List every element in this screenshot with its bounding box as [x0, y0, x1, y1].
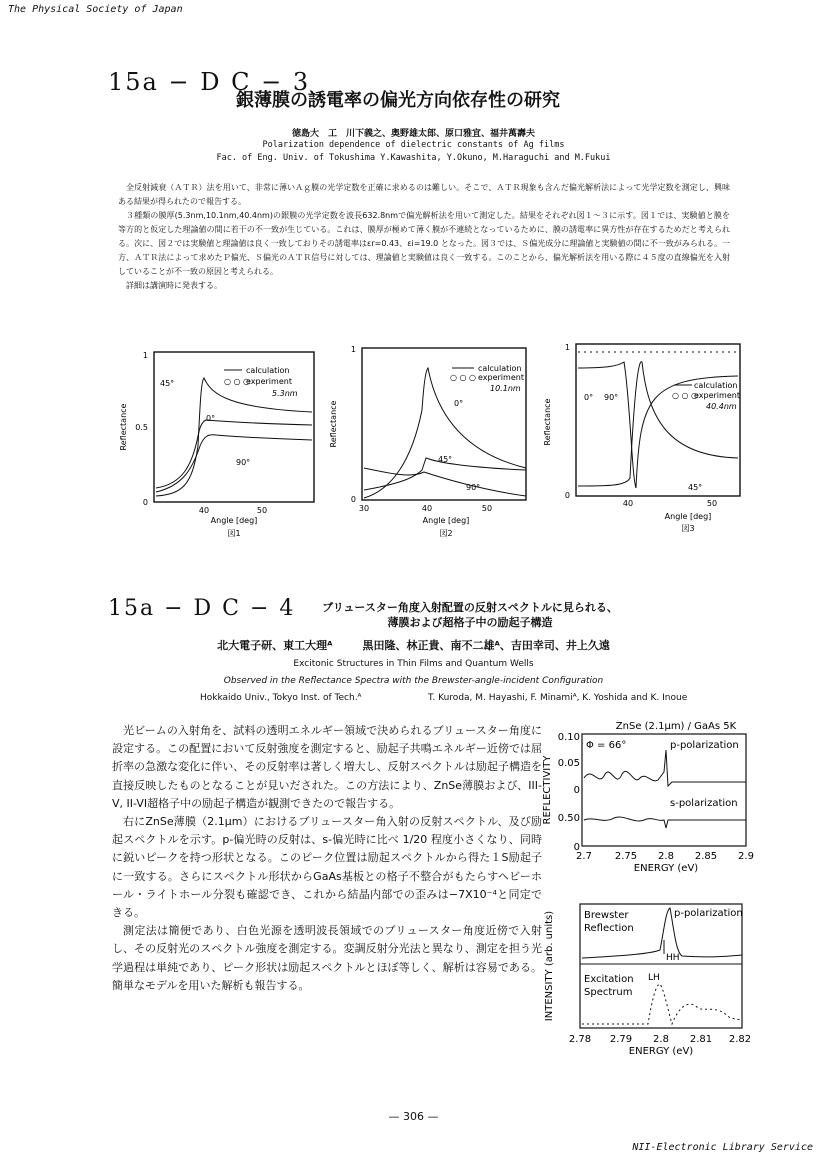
fig2-curve-45 [364, 458, 526, 490]
paper1-authors-jp: 徳島大 工 川下義之、奥野雄太郎、原口雅宜、福井萬壽夫 [291, 129, 535, 139]
fig3-label-90: 90° [604, 393, 619, 402]
fig1-ytick-0: 0 [142, 498, 148, 507]
fig2-xtick-50: 50 [481, 504, 493, 513]
fig1-label-45: 45° [160, 379, 175, 388]
refl-p-label: p-polarization [670, 740, 739, 751]
fig3-legend-dots: ○ ○ ○ [672, 391, 699, 400]
fig2-label-0: 0° [454, 399, 464, 408]
refl-s-curve [584, 817, 746, 828]
refl-ytick-0a: 0 [573, 785, 580, 796]
fig2-xtick-30: 30 [358, 504, 370, 513]
fig2-caption: 図2 [439, 529, 453, 538]
fig1-legend-exp: experiment [246, 377, 292, 386]
paper2-title-line2: 薄膜および超格子中の励起子構造 [387, 616, 553, 629]
paper1-title-en: Polarization dependence of dielectric constants of Ag films [262, 140, 565, 150]
refl-ytick-050: 0.50 [557, 813, 580, 824]
refl-xlabel: ENERGY (eV) [633, 863, 699, 874]
fig3-legend-calc: calculation [694, 381, 738, 390]
body-paragraph: 光ビームの入射角を、試料の透明エネルギー領域で決められるブリュースター角度に設定する。この配置において反射強度を測定すると、励起子共鳴エネルギー近傍では屈折率の急激な変化に伴い、その反射率は著しく増大し、反射スペクトルは励起子構造を直接反映したものとなることが見いだされた。この方法により、ZnSe薄膜および、III-V, II-VI超格子中の励起子構造が観測できたので報告する。 [112, 724, 542, 810]
fig1-legend-calc: calculation [246, 366, 290, 375]
refl-xtick-28: 2.8 [658, 851, 674, 862]
fig3-thickness: 40.4nm [706, 402, 737, 411]
paper2-affiliation-jp: 北大電子研、東工大理ᴬ [217, 639, 333, 652]
library-footer: NII-Electronic Library Service [632, 1142, 813, 1153]
paper2-body [112, 722, 542, 995]
fig2-thickness: 10.1nm [490, 384, 521, 393]
intensity-xlabel: ENERGY (eV) [628, 1046, 694, 1057]
fig1-xlabel: Angle [deg] [210, 516, 258, 525]
figure-3-frame [576, 344, 740, 496]
fig1-ylabel: Reflectance [119, 403, 128, 451]
fig1-curve-90 [156, 435, 312, 492]
refl-p-curve [584, 750, 746, 786]
fig3-ytick-1: 1 [564, 343, 570, 352]
intensity-xtick-282: 2.82 [728, 1034, 752, 1045]
paper1-title: 銀薄膜の誘電率の偏光方向依存性の研究 [236, 90, 560, 111]
paper2-title-en-2: Observed in the Reflectance Spectra with the Brewster-angle-incident Configuration [223, 676, 604, 686]
intensity-figure [540, 900, 750, 1060]
fig1-caption: 図1 [227, 529, 241, 538]
fig3-label-0: 0° [584, 393, 594, 402]
fig2-legend-exp: experiment [478, 373, 524, 382]
paper1-abstract [118, 181, 730, 293]
refl-xtick-275: 2.75 [614, 851, 638, 862]
abstract-paragraph: 全反射減衰（ＡＴＲ）法を用いて、非常に薄いＡｇ膜の光学定数を正確に求めるのは難しい。そこで、ＡＴＲ現象も含んだ偏光解析法によって光学定数を測定し、興味ある結果が得られたので報告する。 [118, 183, 731, 206]
paper2-authors-jp-row [0, 637, 827, 653]
fig1-thickness: 5.3nm [272, 389, 298, 398]
refl-ylabel: REFLECTIVITY [542, 755, 553, 825]
paper2-affiliation-en: Hokkaido Univ., Tokyo Inst. of Tech.ᴬ [200, 693, 362, 703]
fig1-ytick-05: 0.5 [135, 423, 148, 432]
abstract-paragraph: ３種類の膜厚(5.3nm,10.1nm,40.4nm)の銀膜の光学定数を波長632.8nmで偏光解析法を用いて測定した。結果をそれぞれ図１～３に示す。図１では、実験値と膜を等方的と仮定した理論値の間に若干の不一致が生じている。これは、膜厚が極めて薄く膜が不連続となっているために、膜の誘電率に異方性が存在するためだと考えられる。次に、図２では実験値と理論値は良く一致しておりその誘電率はεr=0.43、εi=19.0 となった。図３では、Ｓ偏光成分に理論値と実験値の間に不一致がみられる。一方、ＡＴＲ法によって求めたＰ偏光、Ｓ偏光のＡＴＲ信号に対しては、理論値と実験値は良く一致する。このことから、偏光解析法を用いる際に４５度の直線偏光を入射していることが不一致の原因と考えられる。 [118, 211, 730, 276]
refl-xtick-27: 2.7 [576, 851, 592, 862]
paper2-title-line1: ブリュースター角度入射配置の反射スペクトルに見られる、 [322, 601, 618, 614]
refl-title: ZnSe (2.1μm) / GaAs 5K [615, 721, 737, 732]
figure-2 [329, 340, 538, 542]
fig3-ytick-0: 0 [564, 491, 570, 500]
intensity-xtick-278: 2.78 [568, 1034, 592, 1045]
fig2-ylabel: Reflectance [329, 400, 338, 448]
refl-xtick-285: 2.85 [694, 851, 718, 862]
fig3-legend-exp: experiment [694, 391, 740, 400]
fig1-label-90: 90° [236, 458, 251, 467]
body-paragraph: 測定法は簡便であり、白色光源を透明波長領域でのブリュースター角度近傍で入射し、その反射光のスペクトル強度を測定する。変調反射分光法と異なり、測定を担う光学過程は単純であり、ピーク形状は励起スペクトルとほぼ等しく、解析は容易である。簡単なモデルを用いた解析も報告する。 [112, 924, 542, 992]
refl-ytick-010: 0.10 [557, 732, 580, 743]
fig3-caption: 図3 [681, 524, 695, 533]
intensity-exc-1: Excitation [584, 974, 634, 985]
fig1-ytick-1: 1 [142, 351, 148, 360]
intensity-lh: LH [648, 973, 660, 983]
fig2-label-90: 90° [466, 483, 481, 492]
fig3-xtick-50: 50 [706, 499, 718, 508]
paper2-authors-jp: 黒田隆、林正貴、南不二雄ᴬ、吉田幸司、井上久遠 [362, 639, 610, 652]
paper2-number: 15a − D C − 4 [108, 596, 296, 621]
journal-header: The Physical Society of Japan [8, 4, 183, 15]
figure-1 [112, 346, 322, 542]
fig2-xlabel: Angle [deg] [422, 516, 470, 525]
fig2-ytick-1: 1 [350, 345, 356, 354]
refl-s-label: s-polarization [670, 798, 738, 809]
fig1-legend-dots: ○ ○ ○ [224, 377, 251, 386]
body-paragraph: 右にZnSe薄膜（2.1μm）におけるブリュースター角入射の反射スペクトル、及び励起スペクトルを示す。p-偏光時の反射は、s-偏光時に比べ 1/20 程度小さくなり、同時に鋭いピークを持つ形状となる。このピーク位置は励起スペクトルから得た１S励起子に一致する。さらにスペクトル形状からGaAs基板との格子不整合がもたらすヘビーホール・ライトホール分裂も確認でき、これから結晶内部での歪みは−7X10⁻⁴と同定できる。 [112, 815, 542, 920]
paper2-title-en-1: Excitonic Structures in Thin Films and Quantum Wells [293, 659, 534, 669]
fig2-legend-calc: calculation [478, 364, 522, 373]
reflectivity-figure [540, 716, 754, 876]
intensity-p-label: p-polarization [674, 908, 743, 919]
paper2-authors-en: T. Kuroda, M. Hayashi, F. Minamiᴬ, K. Yoshida and K. Inoue [428, 693, 688, 703]
refl-phi: Φ = 66° [586, 740, 627, 751]
fig3-label-45: 45° [688, 483, 703, 492]
figure-3 [538, 338, 748, 538]
figure-1-frame [154, 352, 314, 502]
fig1-xtick-50: 50 [256, 506, 268, 515]
page-number: — 306 — [388, 1110, 439, 1123]
intensity-brewster-1: Brewster [584, 910, 629, 921]
fig2-legend-dots: ○ ○ ○ [450, 373, 477, 382]
paper2-title [260, 600, 680, 630]
fig1-xtick-40: 40 [198, 506, 210, 515]
fig2-ytick-0: 0 [350, 495, 356, 504]
fig2-curve-90 [364, 468, 526, 496]
fig3-xtick-40: 40 [622, 499, 634, 508]
paper1-number: 15a − D C − 3 [108, 68, 311, 96]
refl-xtick-29: 2.9 [738, 851, 754, 862]
intensity-xtick-281: 2.81 [689, 1034, 713, 1045]
fig3-xlabel: Angle [deg] [664, 512, 712, 521]
fig1-label-0: 0° [206, 414, 216, 423]
intensity-ylabel: INTENSITY (arb. units) [544, 910, 555, 1022]
intensity-xtick-28: 2.8 [653, 1034, 669, 1045]
paper1-affiliation-en: Fac. of Eng. Univ. of Tokushima Y.Kawashita, Y.Okuno, M.Haraguchi and M.Fukui [216, 153, 611, 163]
fig2-label-45: 45° [438, 455, 453, 464]
intensity-brewster-2: Reflection [584, 923, 634, 934]
refl-ytick-0b: 0 [573, 842, 580, 853]
intensity-exc-2: Spectrum [584, 987, 633, 998]
intensity-xtick-279: 2.79 [609, 1034, 633, 1045]
paper2-authors-en-row [200, 693, 760, 703]
abstract-paragraph: 詳細は講演時に発表する。 [126, 281, 222, 290]
refl-ytick-005: 0.05 [557, 758, 580, 769]
intensity-hh: HH [666, 953, 680, 963]
fig1-curve-0 [156, 420, 312, 488]
fig3-ylabel: Reflectance [543, 398, 552, 446]
fig2-xtick-40: 40 [421, 504, 433, 513]
